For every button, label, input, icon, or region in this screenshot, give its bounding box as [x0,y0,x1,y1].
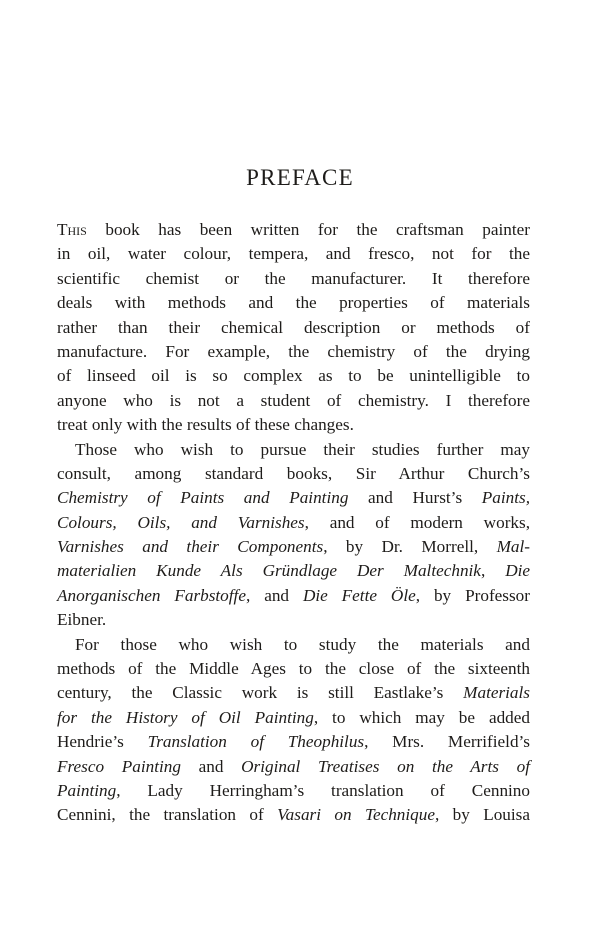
body-text-run: deals with methods and the properties of materials [57,293,530,313]
body-text-run: , by Louisa [434,805,530,825]
text-line [57,633,530,657]
italic-title-text: Die Fette Öle [302,585,416,605]
text-line [57,730,530,754]
text-line [57,584,530,608]
body-text-run: book has been written for the craftsman painter [86,220,530,239]
italic-title-text: for the History of Oil Painting [57,707,314,727]
body-text-run: rather than their chemical description or methods of [57,317,530,337]
page-title: PREFACE [246,165,354,190]
body-text-run: century, the Classic work is still Eastlake’s [57,683,464,703]
body-text-run: , by Dr. Morrell, [323,537,497,557]
body-text-run: methods of the Middle Ages to the close of the sixteenth [57,659,530,679]
text-line [57,364,530,388]
paragraph [57,438,530,633]
body-text-run: Cennini, the translation of [57,805,278,825]
body-text-run: scientific chemist or the manufacturer. It therefore [57,268,530,288]
text-line [57,413,530,437]
text-line [57,340,530,364]
body-text-run: Those who wish to pursue their studies further may [75,439,530,459]
italic-title-text: Materials [463,683,530,703]
body-text-run: consult, among standard books, Sir Arthur Church’s [57,463,530,483]
italic-title-text: Translation of Theophilus [147,732,365,752]
body-text-run: of linseed oil is so complex as to be unintelligible to [57,366,530,386]
italic-title-text: Paints, [481,488,530,508]
body-text-run: and Hurst’s [348,488,482,508]
paragraph [57,633,530,828]
italic-title-text: Painting [57,780,117,800]
text-line [57,779,530,803]
text-line [57,706,530,730]
text-line [57,681,530,705]
body-text-run: , Lady Herringham’s translation of Cennino [116,780,530,800]
italic-title-text: Mal- [496,537,530,557]
text-line [57,438,530,462]
body-text-run: , by Professor [415,585,530,605]
paragraph [57,218,530,438]
body-text-run: This [57,220,87,239]
text-line [57,316,530,340]
text-line [57,657,530,681]
body-text-run: , Mrs. Merrifield’s [364,732,531,752]
body-text-run: , [480,561,506,581]
text-line [57,511,530,535]
preface-body [57,218,530,828]
body-text-run: Eibner. [57,610,107,630]
body-text-run: , and [245,585,303,605]
text-line [57,462,530,486]
italic-title-text: Fresco Painting [57,756,181,776]
body-text-run: manufacture. For example, the chemistry of the drying [57,341,530,361]
text-line [57,559,530,583]
body-text-run: in oil, water colour, tempera, and fresco, not for the [57,244,530,264]
text-line [57,218,530,242]
text-line [57,291,530,315]
text-line [57,803,530,827]
text-line [57,389,530,413]
italic-title-text: Vasari on Technique [277,805,435,825]
italic-title-text: Varnishes and their Components [57,537,324,557]
italic-title-text: Die [505,561,531,581]
body-text-run: anyone who is not a student of chemistry. I therefore [57,390,530,410]
text-line [57,242,530,266]
text-line [57,486,530,510]
text-line [57,608,530,632]
text-line [57,267,530,291]
italic-title-text: Original Treatises on the Arts of [241,756,530,776]
body-text-run: Hendrie’s [57,732,148,752]
italic-title-text: Anorganischen Farbstoffe [57,585,246,605]
italic-title-text: Chemistry of Paints and Painting [57,488,349,508]
body-text-run: For those who wish to study the materials and [75,634,530,654]
italic-title-text: Colours, Oils, and Varnishes [57,512,305,532]
body-text-run: and [180,756,242,776]
body-text-run: , and of modern works, [304,512,530,532]
text-line [57,755,530,779]
body-text-run: treat only with the results of these changes. [57,415,354,435]
italic-title-text: materialien Kunde Als Gründlage Der Maltechnik [57,561,481,581]
body-text-run: , to which may be added [313,707,530,727]
text-line [57,535,530,559]
